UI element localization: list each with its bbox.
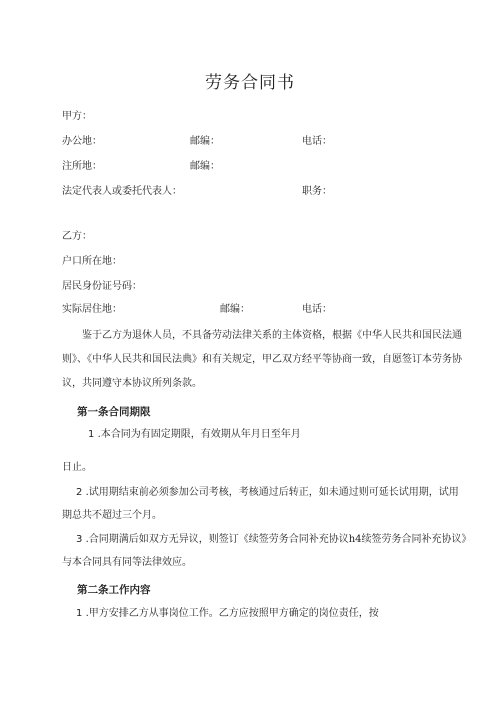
clause-number: 1	[76, 608, 83, 619]
clause-continuation: 日止。	[62, 462, 92, 473]
clause-number: 3	[76, 534, 83, 545]
clause	[76, 487, 459, 499]
phone-label: 电话：	[302, 304, 332, 315]
preamble-line: 议，共同遵守本协议所列条款。	[62, 378, 202, 389]
registered-address-label: 注所地：	[62, 161, 102, 172]
clause-text: .合同期满后如双方无异议，则签订《续签劳务合同补充协议h4续签劳务合同补充协议》	[85, 534, 472, 545]
party-b-label: 乙方：	[62, 231, 92, 242]
clause	[76, 608, 379, 620]
party-a-label: 甲方：	[62, 111, 92, 122]
phone-label: 电话：	[302, 136, 332, 147]
hukou-label: 户口所在地：	[62, 256, 122, 267]
clause-number: 1	[88, 429, 95, 440]
article-heading: 第二条工作内容	[77, 584, 151, 596]
clause-continuation: 与本合同具有同等法律效应。	[62, 557, 192, 568]
legal-representative-label: 法定代表人或委托代表人：	[62, 186, 182, 197]
postcode-label: 邮编：	[190, 161, 220, 172]
clause-text: .甲方安排乙方从事岗位工作。乙方应按照甲方确定的岗位责任，按	[85, 608, 379, 619]
position-label: 职务：	[302, 186, 332, 197]
clause	[88, 429, 301, 441]
clause-continuation: 期总共不超过三个月。	[62, 510, 162, 521]
clause-text: .本合同为有固定期限，有效期从年月日至年月	[97, 429, 301, 440]
postcode-label: 邮编：	[190, 136, 220, 147]
office-address-label: 办公地：	[62, 136, 102, 147]
preamble-line: 则》、《中华人民共和国民法典》和有关规定，甲乙双方经平等协商一致，自愿签订本劳务协	[62, 354, 462, 365]
residence-label: 实际居住地：	[62, 304, 122, 315]
document-title: 劳务合同书	[205, 73, 295, 93]
clause-number: 2	[76, 487, 83, 498]
id-number-label: 居民身份证号码：	[62, 281, 142, 292]
clause-text: .试用期结束前必须参加公司考核，考核通过后转正，如未通过则可延长试用期，试用	[85, 487, 459, 498]
article-heading: 第一条合同期限	[77, 406, 151, 418]
postcode-label: 邮编：	[220, 304, 250, 315]
clause	[76, 534, 472, 546]
preamble-line: 鉴于乙方为退休人员，不具备劳动法律关系的主体资格，根据《中华人民共和国民法通	[82, 330, 462, 341]
